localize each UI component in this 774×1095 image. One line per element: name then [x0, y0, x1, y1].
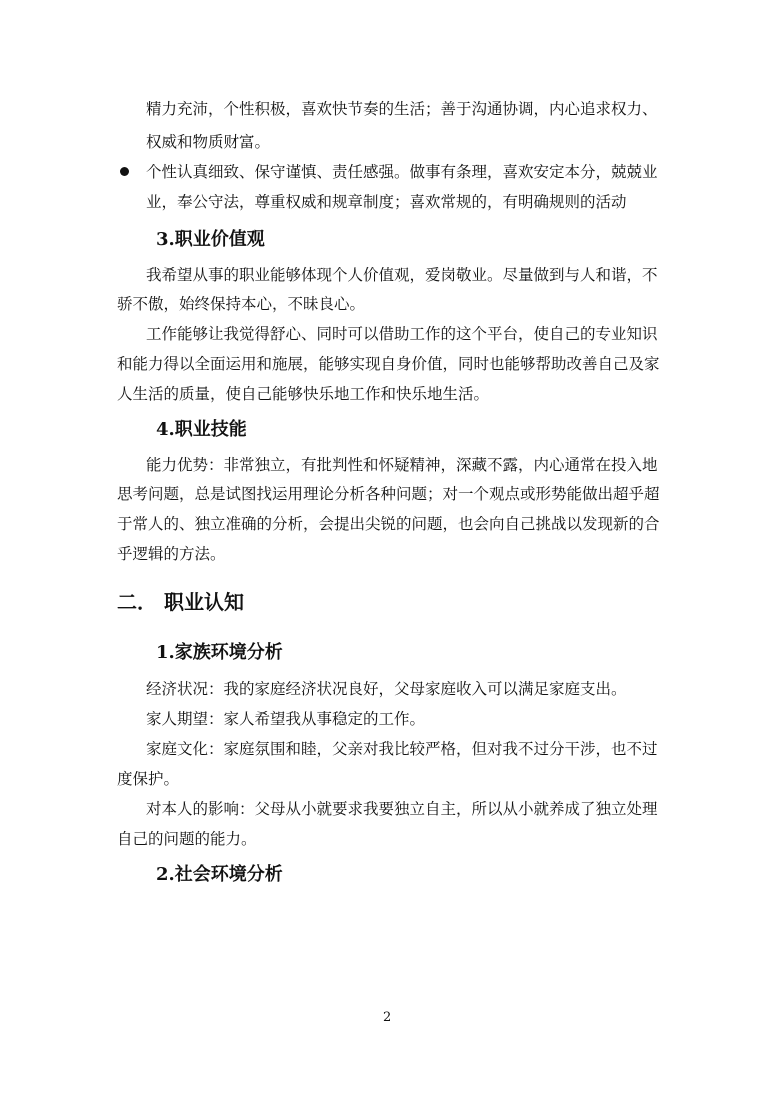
family-influence-line-1: 对本人的影响：父母从小就要求我要独立自主，所以从小就养成了独立处理 — [146, 800, 658, 818]
heading-career-skills: 4.职业技能 — [156, 419, 247, 440]
skills-line-4: 乎逻辑的方法。 — [117, 545, 226, 563]
skills-line-2: 思考问题，总是试图找运用理论分析各种问题；对一个观点或形势能做出超乎超 — [117, 485, 660, 503]
values-p1-line-2: 骄不傲，始终保持本心，不昧良心。 — [117, 295, 366, 313]
family-culture-line-2: 度保护。 — [117, 770, 180, 788]
family-influence-line-2: 自己的问题的能力。 — [117, 830, 257, 848]
heading-family-environment: 1.家族环境分析 — [156, 642, 283, 663]
family-culture-line-1: 家庭文化：家庭氛围和睦，父亲对我比较严格，但对我不过分干涉，也不过 — [146, 740, 658, 758]
heading-career-values: 3.职业价值观 — [156, 229, 265, 250]
section-title-career-cognition: 二． 职业认知 — [117, 590, 244, 614]
values-p2-line-3: 人生活的质量，使自己能够快乐地工作和快乐地生活。 — [117, 385, 490, 403]
family-expectation: 家人期望：家人希望我从事稳定的工作。 — [146, 710, 426, 728]
skills-line-3: 于常人的、独立准确的分析，会提出尖锐的问题，也会向自己挑战以发现新的合 — [117, 515, 660, 533]
skills-line-1: 能力优势：非常独立，有批判性和怀疑精神，深藏不露，内心通常在投入地 — [146, 456, 658, 474]
values-p2-line-1: 工作能够让我觉得舒心、同时可以借助工作的这个平台，使自己的专业知识 — [146, 325, 658, 343]
family-economy: 经济状况：我的家庭经济状况良好，父母家庭收入可以满足家庭支出。 — [146, 680, 627, 698]
intro-line-1: 精力充沛，个性积极，喜欢快节奏的生活；善于沟通协调，内心追求权力、 — [146, 100, 658, 118]
intro-line-2: 权威和物质财富。 — [146, 133, 271, 151]
bullet-line-1: 个性认真细致、保守谨慎、责任感强。做事有条理，喜欢安定本分，兢兢业 — [146, 163, 658, 181]
values-p1-line-1: 我希望从事的职业能够体现个人价值观，爱岗敬业。尽量做到与人和谐，不 — [146, 266, 658, 284]
bullet-dot-icon — [120, 167, 129, 176]
values-p2-line-2: 和能力得以全面运用和施展，能够实现自身价值，同时也能够帮助改善自己及家 — [117, 355, 660, 373]
page-number: 2 — [383, 1010, 392, 1025]
heading-social-environment: 2.社会环境分析 — [156, 864, 283, 885]
bullet-line-2: 业，奉公守法，尊重权威和规章制度；喜欢常规的，有明确规则的活动 — [146, 193, 627, 211]
